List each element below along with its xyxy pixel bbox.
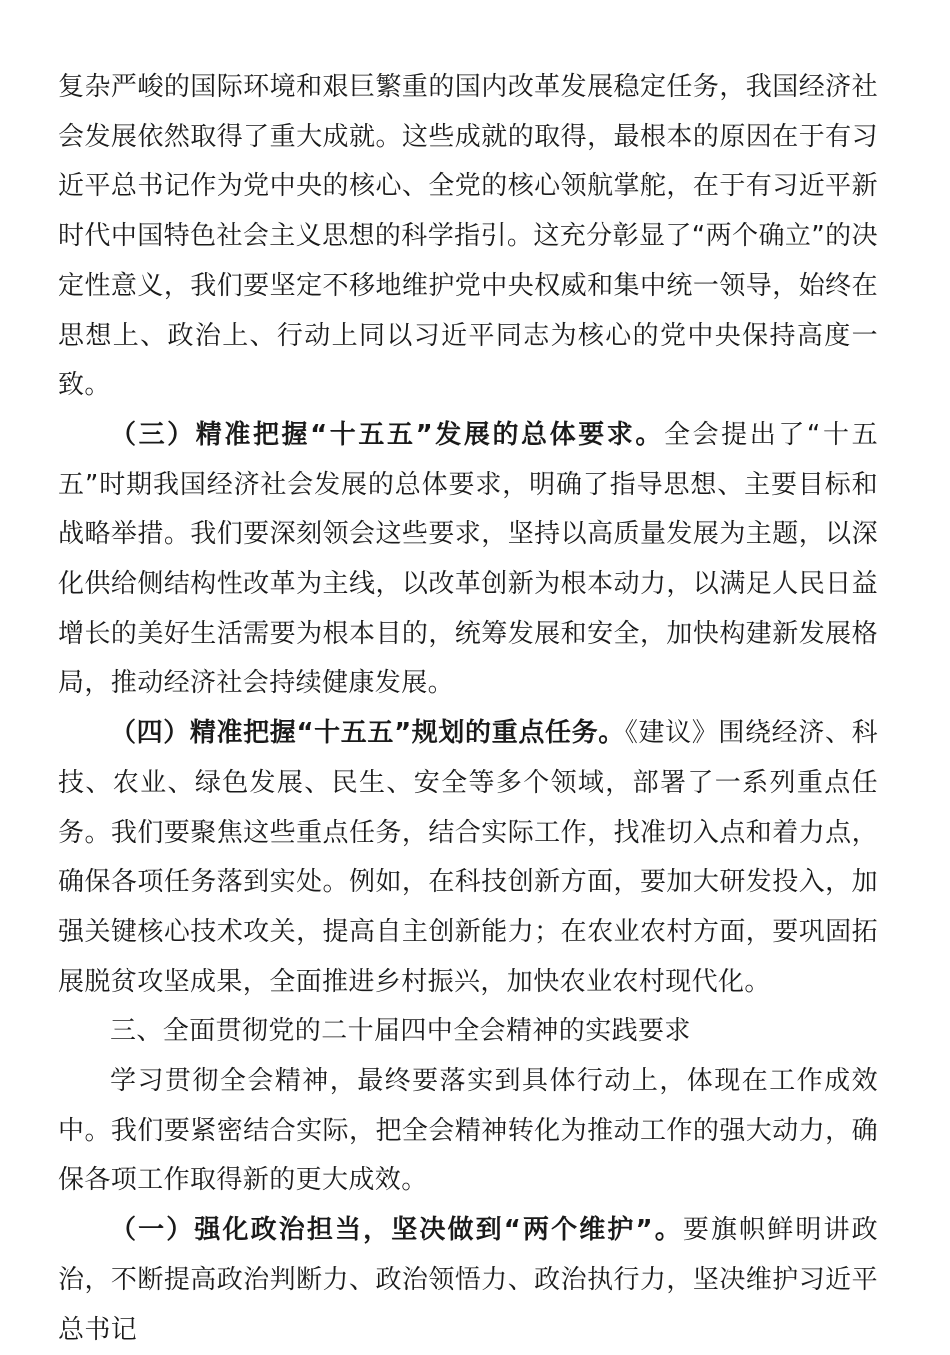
subsection-1-paragraph — [58, 1206, 878, 1355]
subsection-3-heading: （三）精准把握“十五五”发展的总体要求。 — [110, 419, 664, 450]
subsection-1-heading: （一）强化政治担当，坚决做到“两个维护”。 — [110, 1215, 683, 1246]
subsection-1-body: 要旗帜鲜明讲政治，不断提高政治判断力、政治领悟力、政治执行力，坚决维护习近平总书记 — [58, 1215, 878, 1345]
subsection-4-heading: （四）精准把握“十五五”规划的重点任务。 — [110, 718, 625, 749]
paragraph-continuation: 复杂严峻的国际环境和艰巨繁重的国内改革发展稳定任务，我国经济社会发展依然取得了重大成就。这些成就的取得，最根本的原因在于有习近平总书记作为党中央的核心、全党的核心领航掌舵，在于有习近平新时代中国特色社会主义思想的科学指引。这充分彰显了“两个确立”的决定性意义，我们要坚定不移地维护党中央权威和集中统一领导，始终在思想上、政治上、行动上同以习近平同志为核心的党中央保持高度一致。 — [58, 72, 878, 401]
subsection-3-body: 全会提出了“十五五”时期我国经济社会发展的总体要求，明确了指导思想、主要目标和战略举措。我们要深刻领会这些要求，坚持以高质量发展为主题，以深化供给侧结构性改革为主线，以改革创新为根本动力，以满足人民日益增长的美好生活需要为根本目的，统筹发展和安全，加快构建新发展格局，推动经济社会持续健康发展。 — [58, 419, 878, 699]
subsection-4-body: 《建议》围绕经济、科技、农业、绿色发展、民生、安全等多个领域，部署了一系列重点任务。我们要聚焦这些重点任务，结合实际工作，找准切入点和着力点，确保各项任务落到实处。例如，在科技创新方面，要加大研发投入，加强关键核心技术攻关，提高自主创新能力；在农业农村方面，要巩固拓展脱贫攻坚成果，全面推进乡村振兴，加快农业农村现代化。 — [58, 718, 878, 997]
section-3-heading: 三、全面贯彻党的二十届四中全会精神的实践要求 — [110, 1016, 691, 1047]
subsection-4-paragraph — [58, 709, 878, 1007]
document-page — [58, 63, 878, 1355]
subsection-3-paragraph — [58, 411, 878, 709]
section-3-intro-paragraph: 学习贯彻全会精神，最终要落实到具体行动上，体现在工作成效中。我们要紧密结合实际，把全会精神转化为推动工作的强大动力，确保各项工作取得新的更大成效。 — [58, 1066, 878, 1196]
